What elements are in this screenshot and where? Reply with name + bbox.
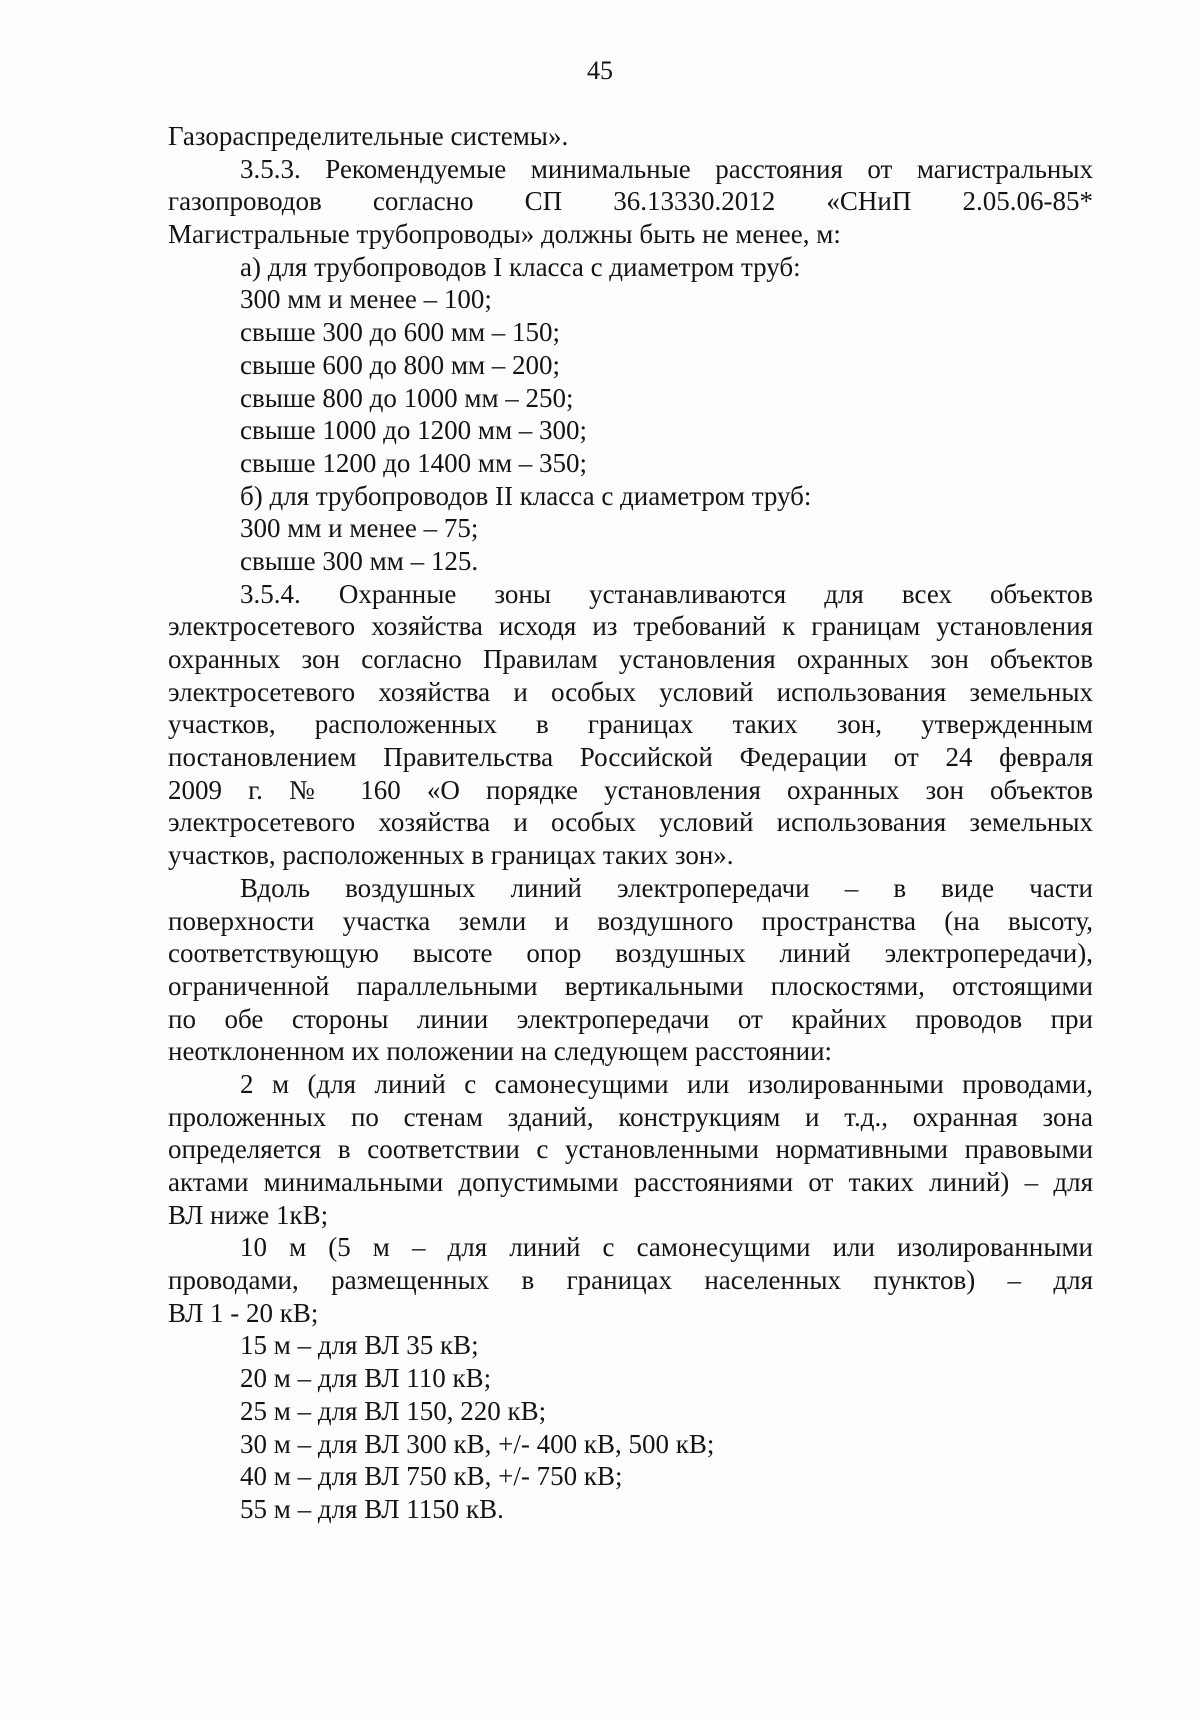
text-line: Газораспределительные системы». (168, 121, 569, 151)
text-line: участков, расположенных в границах таких зон». (168, 840, 734, 871)
text-line: неотклоненном их положении на следующем расстоянии: (168, 1036, 833, 1067)
text-line: 55 м – для ВЛ 1150 кВ. (240, 1493, 504, 1524)
text-line: ВЛ 1 - 20 кВ; (168, 1297, 319, 1328)
text-line: 10 м (5 м – для линий с самонесущими или изолированными (240, 1232, 1093, 1263)
text-line: 20 м – для ВЛ 110 кВ; (240, 1363, 492, 1394)
text-line: ВЛ ниже 1кВ; (168, 1199, 329, 1230)
text-line: охранных зон согласно Правилам установления охранных зон объектов (168, 644, 1093, 674)
text-line: 25 м – для ВЛ 150, 220 кВ; (240, 1395, 547, 1426)
text-line: 3.5.3. Рекомендуемые минимальные расстояния от магистральных (240, 153, 1093, 184)
text-line: соответствующую высоте опор воздушных линий электропередачи), (168, 938, 1093, 969)
text-line: свыше 1000 до 1200 мм – 300; (240, 415, 588, 446)
text-line: 2 м (для линий с самонесущими или изолированными проводами, (240, 1068, 1093, 1099)
text-line: 30 м – для ВЛ 300 кВ, +/- 400 кВ, 500 кВ; (240, 1428, 715, 1459)
text-line: ограниченной параллельными вертикальными плоскостями, отстоящими (168, 970, 1093, 1001)
text-line: свыше 1200 до 1400 мм – 350; (240, 447, 588, 478)
text-line: электросетевого хозяйства и особых условий использования земельных (168, 676, 1093, 707)
page-number: 45 (587, 56, 613, 85)
text-line: поверхности участка земли и воздушного пространства (на высоту, (168, 905, 1093, 936)
text-line: газопроводов согласно СП 36.13330.2012 «СНиП 2.05.06-85* (168, 186, 1093, 217)
text-line: 2009 г. № 160 «О порядке установления охранных зон объектов (168, 774, 1093, 805)
text-line: проводами, размещенных в границах населенных пунктов) – для (168, 1265, 1093, 1296)
text-line: 300 мм и менее – 100; (240, 284, 492, 315)
text-line: 3.5.4. Охранные зоны устанавливаются для всех объектов (240, 578, 1093, 609)
text-line: а) для трубопроводов I класса с диаметром труб: (240, 251, 801, 282)
text-line: участков, расположенных в границах таких зон, утвержденным (168, 709, 1093, 740)
text-line: свыше 300 до 600 мм – 150; (240, 317, 561, 348)
text-line: Магистральные трубопроводы» должны быть не менее, м: (168, 219, 841, 250)
text-line: свыше 800 до 1000 мм – 250; (240, 382, 574, 413)
text-line: по обе стороны линии электропередачи от крайних проводов при (168, 1003, 1093, 1034)
text-line: Вдоль воздушных линий электропередачи – в виде части (240, 872, 1093, 903)
text-line: постановлением Правительства Российской Федерации от 24 февраля (168, 742, 1093, 773)
text-line: свыше 300 мм – 125. (240, 545, 479, 576)
text-line: электросетевого хозяйства и особых условий использования земельных (168, 807, 1093, 838)
text-line: б) для трубопроводов II класса с диаметром труб: (240, 480, 812, 511)
text-line: свыше 600 до 800 мм – 200; (240, 349, 561, 380)
text-line: актами минимальными допустимыми расстояниями от таких линий) – для (168, 1167, 1093, 1197)
text-line: электросетевого хозяйства исходя из требований к границам установления (168, 611, 1093, 642)
document-body (168, 120, 1093, 1526)
text-line: 300 мм и менее – 75; (240, 513, 479, 544)
text-line: 40 м – для ВЛ 750 кВ, +/- 750 кВ; (240, 1461, 623, 1492)
text-line: 15 м – для ВЛ 35 кВ; (240, 1330, 479, 1361)
text-line: определяется в соответствии с установленными нормативными правовыми (168, 1134, 1093, 1165)
text-line: проложенных по стенам зданий, конструкциям и т.д., охранная зона (168, 1101, 1093, 1132)
